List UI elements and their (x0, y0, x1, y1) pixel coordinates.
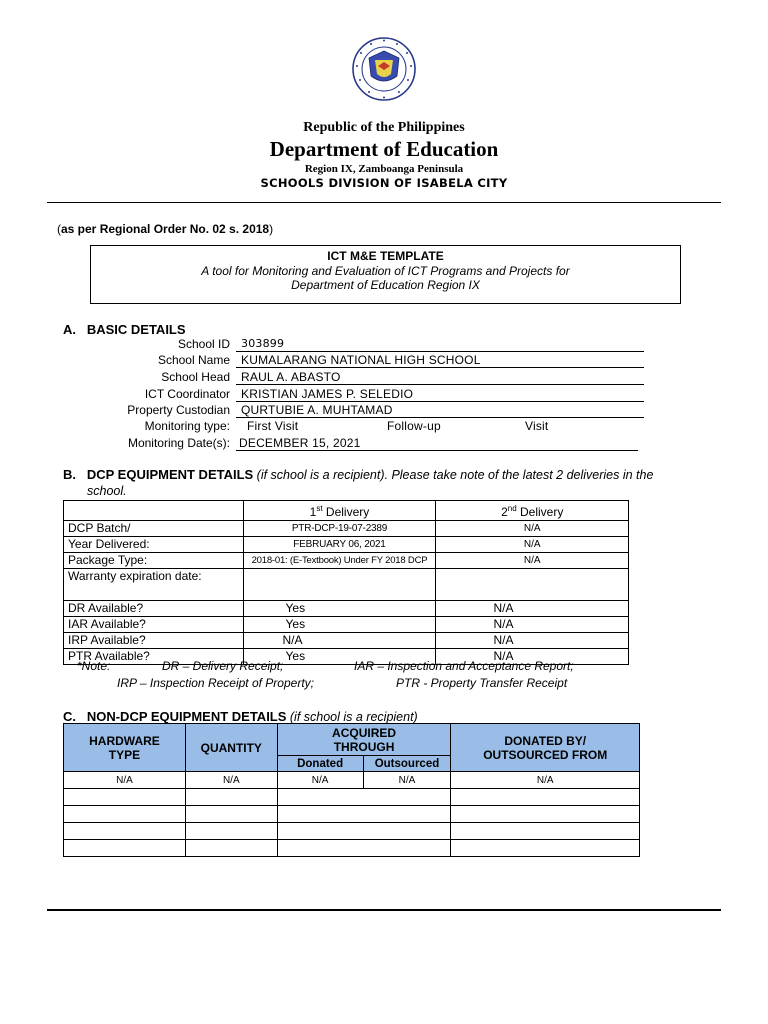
cell-quantity (185, 806, 277, 823)
nondcp-heading (63, 709, 418, 724)
dcp-header-row (64, 501, 629, 521)
table-row (64, 553, 629, 569)
note-iar: IAR – Inspection and Acceptance Report; (354, 659, 574, 673)
dcp-row-label: Package Type: (64, 553, 244, 569)
dcp-row-d1: PTR-DCP-19-07-2389 (243, 521, 436, 537)
dcp-row-d2: N/A (436, 553, 629, 569)
school-head-value: RAUL A. ABASTO (241, 370, 341, 384)
table-row (64, 617, 629, 633)
monitoring-type-first-visit: First Visit (247, 419, 299, 433)
dcp-row-d2: N/A (436, 649, 629, 665)
dcp-row-d1: Yes (243, 649, 436, 665)
template-line2: Department of Education Region IX (291, 278, 480, 292)
dcp-row-d1: FEBRUARY 06, 2021 (243, 537, 436, 553)
dcp-heading-title: B. DCP EQUIPMENT DETAILS (63, 467, 254, 482)
dcp-row-d2: N/A (436, 521, 629, 537)
cell-hardware (64, 840, 186, 857)
dcp-row-label: IRP Available? (64, 633, 244, 649)
note-label: *Note: (77, 659, 111, 673)
monitoring-type-follow-up: Follow-up (387, 419, 441, 433)
dcp-row-d1 (243, 569, 436, 601)
note-dr: DR – Delivery Receipt; (162, 659, 284, 673)
property-custodian-label: Property Custodian (127, 403, 230, 417)
school-id-line (236, 351, 644, 352)
ict-coordinator-line (236, 401, 644, 402)
basic-details-heading: A. BASIC DETAILS (63, 322, 186, 337)
nondcp-heading-note: (if school is a recipient) (286, 710, 418, 724)
dcp-heading-note: (if school is a recipient). Please take note of the latest 2 deliveries in the (253, 468, 654, 482)
header-donated-by: DONATED BY/ OUTSOURCED FROM (451, 724, 640, 772)
school-head-label: School Head (161, 370, 230, 384)
header-acquired-through: ACQUIRED THROUGH (277, 724, 451, 756)
table-row (64, 823, 640, 840)
cell-donated: N/A (277, 772, 363, 789)
republic-line: Republic of the Philippines (303, 120, 465, 135)
region-line: Region IX, Zamboanga Peninsula (304, 163, 464, 175)
table-row (64, 569, 629, 601)
cell-hardware (64, 823, 186, 840)
cell-acquired (277, 823, 451, 840)
cell-quantity: N/A (185, 772, 277, 789)
monitoring-type-label: Monitoring type: (144, 419, 230, 433)
cell-outsourced: N/A (363, 772, 451, 789)
table-row (64, 601, 629, 617)
regional-order-note (57, 222, 273, 236)
table-row (64, 521, 629, 537)
header-hardware-type: HARDWARE TYPE (64, 724, 186, 772)
order-open-paren: ( (57, 222, 61, 236)
table-row (64, 789, 640, 806)
dcp-heading (63, 467, 683, 483)
header-divider (47, 202, 721, 203)
dcp-row-d2: N/A (436, 633, 629, 649)
monitoring-type-visit: Visit (525, 419, 549, 433)
table-row (64, 806, 640, 823)
cell-quantity (185, 823, 277, 840)
cell-acquired (277, 789, 451, 806)
ict-coordinator-label: ICT Coordinator (144, 387, 230, 401)
template-box (90, 245, 681, 304)
cell-hardware (64, 789, 186, 806)
monitoring-date-line (236, 450, 638, 451)
cell-quantity (185, 840, 277, 857)
footer-divider (47, 909, 721, 911)
template-line1: A tool for Monitoring and Evaluation of ICT Programs and Projects for (201, 264, 570, 278)
table-row (64, 633, 629, 649)
dcp-row-d1: Yes (243, 617, 436, 633)
cell-donated-by (451, 789, 640, 806)
cell-hardware (64, 806, 186, 823)
dcp-row-d2: N/A (436, 601, 629, 617)
school-head-line (236, 384, 644, 385)
dcp-row-d1: Yes (243, 601, 436, 617)
header-donated: Donated (277, 756, 363, 772)
dcp-row-label: IAR Available? (64, 617, 244, 633)
nondcp-heading-title: C. NON-DCP EQUIPMENT DETAILS (63, 709, 287, 724)
header-outsourced: Outsourced (363, 756, 451, 772)
property-custodian-line (236, 417, 644, 418)
ict-coordinator-value: KRISTIAN JAMES P. SELEDIO (241, 387, 414, 401)
table-row (64, 840, 640, 857)
dcp-row-d2: N/A (436, 617, 629, 633)
dcp-header-blank (64, 501, 244, 521)
school-name-line (236, 367, 644, 368)
cell-donated-by (451, 840, 640, 857)
dcp-row-d2: N/A (436, 537, 629, 553)
cell-donated-by (451, 823, 640, 840)
dcp-row-label: Warranty expiration date: (64, 569, 244, 601)
monitoring-date-value: DECEMBER 15, 2021 (239, 436, 361, 450)
table-row (64, 537, 629, 553)
cell-acquired (277, 840, 451, 857)
header-quantity: QUANTITY (185, 724, 277, 772)
department-title: Department of Education (269, 137, 499, 161)
dcp-row-label: DR Available? (64, 601, 244, 617)
dcp-row-d1: 2018-01: (E-Textbook) Under FY 2018 DCP (243, 553, 436, 569)
nondcp-header-row (64, 724, 640, 756)
cell-donated-by: N/A (451, 772, 640, 789)
division-line: SCHOOLS DIVISION OF ISABELA CITY (260, 176, 508, 190)
order-text: as per Regional Order No. 02 s. 2018 (61, 222, 270, 236)
dcp-row-label: Year Delivered: (64, 537, 244, 553)
nondcp-table (63, 723, 640, 857)
dcp-row-label: DCP Batch/ (64, 521, 244, 537)
dcp-heading-note-cont: school. (87, 484, 127, 498)
school-name-label: School Name (157, 353, 230, 367)
dcp-table (63, 500, 629, 665)
table-row (64, 772, 640, 789)
monitoring-date-label: Monitoring Date(s): (127, 436, 230, 450)
deped-seal (345, 36, 423, 102)
note-irp: IRP – Inspection Receipt of Property; (117, 676, 314, 690)
cell-hardware: N/A (64, 772, 186, 789)
note-ptr: PTR - Property Transfer Receipt (396, 676, 568, 690)
cell-donated-by (451, 806, 640, 823)
dcp-row-label: PTR Available? (64, 649, 244, 665)
property-custodian-value: QURTUBIE A. MUHTAMAD (241, 403, 393, 417)
dcp-row-d2 (436, 569, 629, 601)
order-close-paren: ) (269, 222, 274, 236)
school-id-value: 303899 (241, 337, 285, 350)
dcp-header-second-delivery: 2nd Delivery (436, 501, 629, 521)
template-title: ICT M&E TEMPLATE (327, 249, 444, 263)
cell-acquired (277, 806, 451, 823)
dcp-row-d1: N/A (243, 633, 436, 649)
dcp-header-first-delivery: 1st Delivery (243, 501, 436, 521)
school-id-label: School ID (177, 337, 230, 351)
cell-quantity (185, 789, 277, 806)
school-name-value: KUMALARANG NATIONAL HIGH SCHOOL (241, 353, 481, 367)
